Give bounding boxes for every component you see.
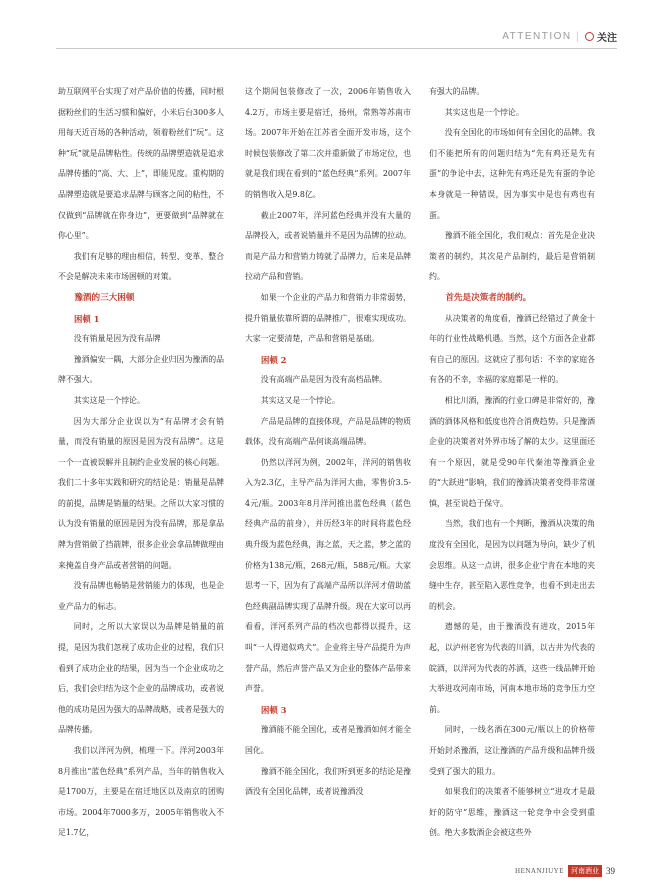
paragraph: 豫酒不能全国化，我们观点：首先是企业决策者的制约，其次是产品制约，最后是营销制约。	[429, 231, 595, 282]
article-column-2	[245, 82, 411, 852]
section-heading: 豫酒的三大困顿	[74, 292, 135, 303]
paragraph: 同时，之所以大家误以为品牌是销量的前提，是因为我们忽视了成功企业的过程，我们只看到了成功企业的结果，因为当一个企业成功之后，我们会归结为这个企业的品牌成功，或者说他的成功是因为强大的品牌战略，或者是强大的品牌传播。	[58, 622, 224, 735]
section-label-zh: 关注	[597, 32, 617, 44]
paragraph: 豫酒不能全国化，我们听到更多的结论是豫酒没有全国化品牌，或者说豫酒没	[245, 766, 411, 797]
paragraph: 我们以洋河为例，梳理一下。洋河2003年8月推出“蓝色经典”系列产品，当年的销售收入是1700万，主要是在宿迁地区以及南京的团购市场。2004年7000多万，2005年销售收入不足1.7亿，	[58, 746, 224, 838]
circle-mark-icon	[585, 32, 594, 41]
subheading: 困顿 3	[260, 704, 287, 715]
page-number: 39	[606, 866, 615, 876]
paragraph: 当然，我们也有一个判断，豫酒从决策的角度没有全国化，是因为以问题为导向，缺少了机会思维。从这一点讲，很多企业宁肯在本地的夹缝中生存，甚至陷入恶性竞争，也看不到走出去的机会。	[429, 519, 595, 611]
paragraph: 有强大的品牌。	[429, 87, 485, 96]
magazine-tag: 河南酒业	[568, 865, 602, 877]
paragraph: 豫酒偏安一隅，大部分企业归因为豫酒的品牌不强大。	[58, 354, 224, 385]
paragraph: 没有全国化的市场如何有全国化的品牌。我们不能把所有的问题归结为“先有鸡还是先有蛋”的争论中去，这种先有鸡还是先有蛋的争论本身就是一种错误，因为事实中是也有鸡也有蛋。	[429, 128, 595, 220]
paragraph: 产品是品牌的直接体现，产品是品牌的物质载体，没有高端产品何谈高端品牌。	[245, 416, 411, 447]
paragraph: 如果我们的决策者不能够树立“进攻才是最好的防守”思维，豫酒这一轮竞争中会受到重创。绝大多数酒企会被这些外	[429, 787, 595, 838]
paragraph: 相比川酒，豫酒的行业口碑是非常好的，豫酒的酒体风格和低度也符合消费趋势。只是豫酒企业的决策者对外界市场了解的太少。这里面还有一个原因，就是受90年代秦池等豫酒企业的“大跃进”影响，我们的豫酒决策者变得非常谨慎，甚至说趋于保守。	[429, 395, 595, 508]
article-column-1	[58, 82, 224, 852]
paragraph: 我们有足够的理由相信，转型、变革、整合不会是解决未来市场困顿的对策。	[58, 251, 224, 282]
paragraph: 其实这也是一个悖论。	[444, 107, 524, 117]
paragraph: 因为大部分企业误以为“有品牌才会有销量，而没有销量的原因是因为没有品牌”。这是一个一直被误解并且制约企业发展的核心问题。我们二十多年实践和研究的结论是：销量是品牌的前提，品牌是销量的结果。之所以大家习惯的认为没有销量的原因是因为没有品牌，那是拿品牌为营销做了挡箭牌，很多企业会拿品牌做理由来掩盖自身产品或者营销的问题。	[58, 416, 224, 570]
paragraph: 同时，一线名酒在300元/瓶以上的价格带开始封杀豫酒，这让豫酒的产品升级和品牌升级受到了强大的阻力。	[429, 725, 595, 776]
paragraph: 截止2007年，洋河蓝色经典并没有大量的品牌投入，或者说销量并不是因为品牌的拉动。而是产品力和营销力铸就了品牌力，后来是品牌拉动产品和营销。	[245, 210, 411, 282]
header-rule	[56, 48, 617, 49]
subheading: 困顿 1	[73, 313, 100, 324]
header-separator: |	[575, 30, 579, 42]
page-footer	[515, 865, 615, 877]
article-column-3	[429, 82, 595, 852]
paragraph: 助互联网平台实现了对产品价值的传播，同时根据粉丝们的生活习惯和偏好，小米后台300多人用每天近百场的各种活动，领着粉丝们“玩”。这种“玩”就是品牌粘性。传统的品牌塑造就是追求品牌传播的“高、大、上”，即能见度。重构期的品牌塑造就是要追求品牌与顾客之间的粘性，不仅做到“品牌就在你身边”，更要做到“品牌就在你心里”。	[58, 87, 224, 241]
magazine-name: HENANJIUYE	[515, 867, 564, 875]
paragraph: 如果一个企业的产品力和营销力非常弱势，提升销量依靠所谓的品牌推广，很难实现成功。大家一定要清楚，产品和营销是基础。	[245, 292, 411, 344]
subheading: 困顿 2	[260, 354, 287, 365]
paragraph: 遗憾的是，由于豫酒没有进攻，2015年起，以泸州老窖为代表的川酒，以古井为代表的皖酒，以洋河为代表的苏酒，这些一线品牌开始大举进攻河南市场，河南本地市场的竞争压力空前。	[429, 622, 595, 714]
paragraph: 没有品牌也畅销是营销能力的体现，也是企业产品力的标志。	[58, 581, 224, 611]
paragraph: 其实这是一个悖论。	[73, 395, 145, 405]
paragraph: 没有高端产品是因为没有高档品牌。	[260, 375, 388, 385]
paragraph: 豫酒能不能全国化，或者是豫酒如何才能全国化。	[245, 725, 411, 755]
section-heading: 首先是决策者的制约。	[445, 292, 532, 303]
section-label-en: ATTENTION	[502, 30, 572, 42]
section-header	[502, 26, 617, 46]
paragraph: 仍然以洋河为例，2002年，洋河的销售收入为2.3亿，主导产品为洋河大曲，零售价3.5-4元/瓶。2003年8月洋河推出蓝色经典（蓝色经典产品的前身），并历经3年的时间将蓝色经典升级为蓝色经典，海之蓝，天之蓝，梦之蓝的价格为138元/瓶，268元/瓶，588元/瓶。大家思考一下，因为有了高端产品所以洋河才借助蓝色经典副品牌实现了品牌升级。现在大家可以再看看，洋河系列产品的档次也都得以提升，这叫“一人得道似鸡犬”。企业将主导产品提升为声誉产品，然后声誉产品又为企业的整体产品带来声誉。	[245, 457, 411, 694]
paragraph: 这个期间包装修改了一次，2006年销售收入4.2万，市场主要是宿迁，扬州，常熟等苏南市场。2007年开始在江苏省全面开发市场，这个时候包装修改了第二次并重新做了市场定位，也就是我们现在看到的“蓝色经典”系列。2007年的销售收入是9.8亿。	[245, 87, 411, 199]
paragraph: 没有销量是因为没有品牌	[73, 334, 161, 344]
paragraph: 其实这又是一个悖论。	[260, 395, 340, 405]
paragraph: 从决策者的角度看，豫酒已经错过了黄金十年的行业性战略机遇。当然，这个方面各企业都有自己的原因。这就应了那句话：不幸的家庭各有各的不幸，幸福的家庭都是一样的。	[429, 313, 595, 385]
